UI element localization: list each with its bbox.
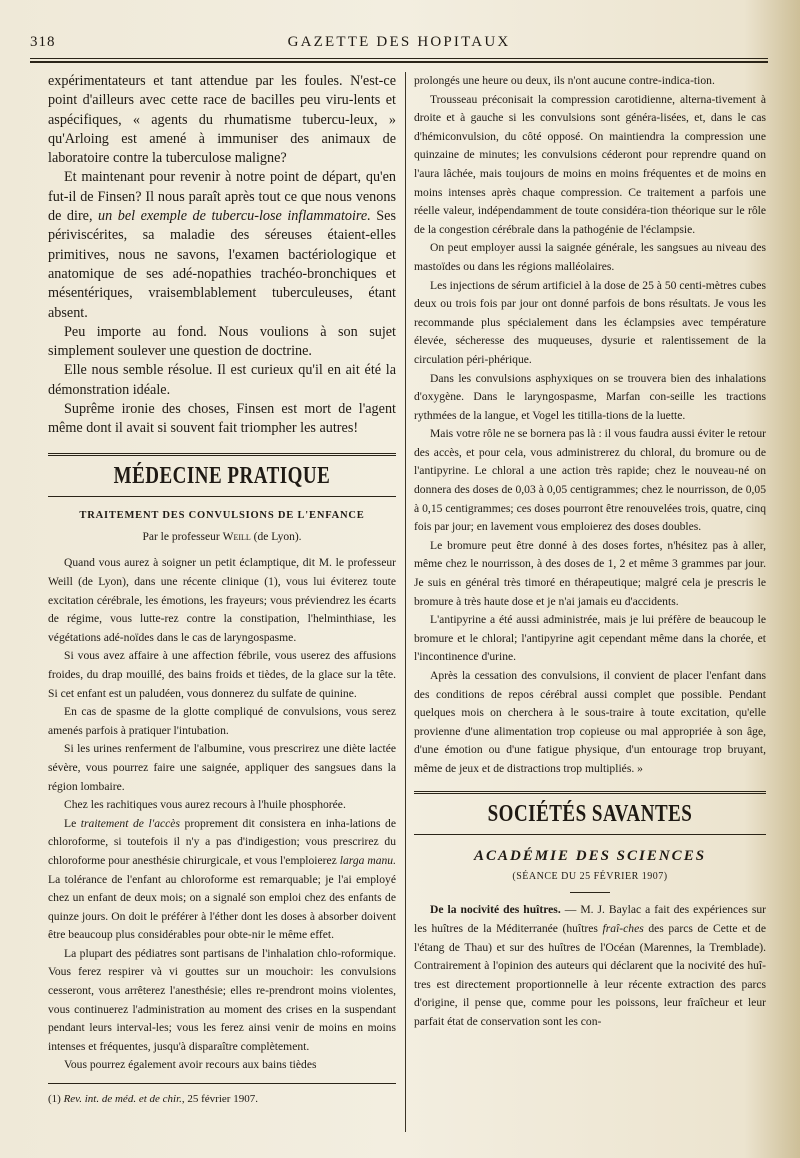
- academy-title: ACADÉMIE DES SCIENCES: [473, 848, 707, 865]
- paragraph: On peut employer aussi la saignée générale, les sangsues au niveau des mastoïdes ou dans les régions malléolaires.: [414, 241, 766, 273]
- section-rule: [48, 496, 396, 497]
- paragraph: Vous pourrez également avoir recours aux bains tièdes: [64, 1058, 317, 1072]
- byline: Par le professeur Weill (de Lyon).: [142, 530, 302, 543]
- paragraph: Et maintenant pour revenir à notre point de départ, qu'en fut-il de Finsen? Il nous paraît après tout ce que nous venons de dire, un bel exemple de tubercu-lose inflammatoire. Ses périviscérites, sa maladie des séreuses étaient-elles primitives, nous ne savons, l'examen bactériologique et anatomique de ses adé-nopathies trachéo-bronchiques et mésentériques, vraisemblablement tuberculeuses, étant absent.: [48, 169, 397, 321]
- paragraph: Peu importe au fond. Nous voulions à son sujet simplement soulever une question de doctrine.: [48, 323, 396, 360]
- section-rule: [48, 453, 396, 456]
- paragraph: prolongés une heure ou deux, ils n'ont aucune contre-indica-tion.: [414, 74, 715, 87]
- short-rule: [570, 892, 610, 893]
- paragraph: Suprême ironie des choses, Finsen est mort de l'agent même dont il avait si souvent fait triompher les autres!: [48, 401, 396, 437]
- left-column: [48, 72, 396, 1109]
- footnote: (1) Rev. int. de méd. et de chir., 25 février 1907.: [48, 1093, 258, 1106]
- section-rule: [414, 791, 766, 794]
- header-rule-thick: [30, 61, 768, 63]
- column-divider: [405, 72, 406, 1132]
- paragraph: Si vous avez affaire à une affection fébrile, vous userez des affusions froides, du drap mouillé, des bains froids et tièdes, de la glace sur la tête. Si cet enfant est un paludéen, vous donnerez du sulfate de quinine.: [48, 649, 396, 700]
- page-header: [30, 30, 768, 54]
- paragraph: Si les urines renferment de l'albumine, vous prescrirez une diète lactée sévère, vous pourrez faire une saignée, appliquer des sangsues dans la région lombaire.: [48, 742, 396, 793]
- article-title: TRAITEMENT DES CONVULSIONS DE L'ENFANCE: [79, 510, 365, 522]
- section-title: MÉDECINE PRATIQUE: [113, 462, 331, 490]
- paragraph: expérimentateurs et tant attendue par les foules. N'est-ce point d'ailleurs avec cette race de bacilles peu viru-lents et aspécifiques, « agents du rhumatisme tubercu-leux, » qu'Arloing est amené à immuniser des animaux de laboratoire contre la tuberculose maligne?: [48, 73, 396, 167]
- section-title: SOCIÉTÉS SAVANTES: [487, 800, 693, 827]
- right-column: [414, 72, 766, 1032]
- paragraph: Le bromure peut être donné à des doses fortes, n'hésitez pas à aller, même chez le nourrisson, à des doses de 1, 2 et même 3 grammes par jour. Je suis en général très timoré en thérapeutique; malgré cela je prescris le bromure à très haute dose et je n'ai jamais eu d'accidents.: [414, 538, 766, 608]
- paragraph: Dans les convulsions asphyxiques on se trouvera bien des inhalations d'oxygène. Dans le laryngospasme, Marfan con-seille les tractions rythmées de la langue, et Vogel les titilla-tions de la luette.: [414, 371, 766, 422]
- journal-title: GAZETTE DES HOPITAUX: [287, 34, 511, 50]
- session-date: (SÉANCE DU 25 FÉVRIER 1907): [512, 870, 668, 882]
- paragraph: L'antipyrine a été aussi administrée, mais je lui préfère de beaucoup le bromure et le chloral; l'antipyrine agit cependant même dans la chorée, et l'incontinence d'urine.: [414, 613, 766, 664]
- paragraph: Les injections de sérum artificiel à la dose de 25 à 50 centi-mètres cubes deux ou trois fois par jour ont donné parfois de bons résultats. Je vous les recommande plus spécialement dans les éclampsies avec température élevée, sécheresse des muqueuses, dysurie et ralentissement de la circulation péri-phérique.: [414, 278, 766, 366]
- paragraph: En cas de spasme de la glotte compliqué de convulsions, vous serez amenés parfois à pratiquer l'intubation.: [48, 705, 396, 737]
- footnote-rule: [48, 1083, 396, 1084]
- paragraph: Le traitement de l'accès proprement dit consistera en inha-lations de chloroforme, si toutefois il n'y a pas d'indigestion; vous prescrirez du chloroforme pour anesthésie chirurgicale, et vous l'emploierez larga manu. La tolérance de l'enfant au chloroforme est remarquable; je l'ai employé chez un enfant de deux mois; on a signalé son emploi chez des enfants de quinze jours. On doit le préférer à l'éther dont les doses à absorber doivent être beaucoup plus considérables pour obte-nir le même effet.: [48, 816, 396, 942]
- paragraph: Quand vous aurez à soigner un petit éclamptique, dit M. le professeur Weill (de Lyon), dans une récente clinique (1), vous lui éviterez toute excitation cérébrale, les émotions, les frayeurs; vous préviendrez les écarts de régime, vous lutte-rez contre la constipation, l'helminthiase, les végétations adé-noïdes dans le cas de laryngospasme.: [48, 556, 396, 644]
- paragraph: De la nocivité des huîtres. — M. J. Baylac a fait des expériences sur les huîtres de la Méditerranée (huîtres fraî-ches des parcs de Cette et de l'étang de Thau) et sur des huîtres de l'Océan (Marennes, la Tremblade). Contrairement à l'opinion des auteurs qui déclarent que la nocivité des huî-tres est directement proportionnelle à leur récente extraction des parcs d'origine, il pense que, comme pour les poissons, leur fraîcheur et leur parfait état de conservation sont les con-: [414, 903, 767, 1028]
- section-rule: [414, 834, 766, 835]
- paragraph: Elle nous semble résolue. Il est curieux qu'il en ait été la démonstration idéale.: [48, 362, 396, 398]
- paragraph: La plupart des pédiatres sont partisans de l'inhalation chlo-roformique. Vous ferez respirer và vi gouttes sur un mouchoir: les convulsions cesseront, vous arrêterez l'anesthésie; elles re-prendront moins violentes, vous continuerez l'administration au moment des crises en la suspendant pendant leurs interval-les; vous les ferez ainsi venir de moins en moins intenses et fréquentes, jusqu'à disparaître complètement.: [48, 946, 396, 1053]
- header-rule: [30, 58, 768, 59]
- paragraph: Après la cessation des convulsions, il convient de placer l'enfant dans des conditions de repos cérébral aussi complet que possible. Pendant quelques mois on cherchera à le sous-traire à toute excitation, qu'elle provienne d'une alimentation trop copieuse ou mal appropriée à son âge, d'une émotion ou d'une fatigue physique, d'un entourage trop bruyant, même de jeux et de distractions trop multipliés. »: [414, 669, 766, 775]
- paragraph: Trousseau préconisait la compression carotidienne, alterna-tivement à droite et à gauche si les convulsions sont généra-lisées, et, dans le cas d'hémiconvulsion, du côté opposé. On maintiendra la compression une quinzaine de minutes; les convulsions céderont pour reprendre quand on l'aura lâchée, mais toujours de moins en moins fréquentes et de moins en moins intenses après chaque compression. Ce traitement a parfois une réelle valeur, indépendamment de toute considéra-tion théorique sur le rôle de la congestion cérébrale dans la pathogénie de l'éclampsie.: [414, 92, 766, 236]
- page-number: 318: [30, 34, 56, 50]
- paragraph: Mais votre rôle ne se bornera pas là : il vous faudra aussi éviter le retour des accès, et pour cela, vous administrerez du chloral, du bromure ou de l'antipyrine. Le chloral a une action très rapide; chez le nouveau-né on donnera des doses de 0,03 à 0,05 centigrammes; chez le nourrisson, de 0,05 à 0,15 centigrammes; ces doses pourront être renouvelées trois, quatre, cinq fois par jour; en lavement vous emploierez des doses doubles.: [414, 427, 766, 534]
- paragraph: Chez les rachitiques vous aurez recours à l'huile phosphorée.: [64, 798, 346, 812]
- intro-section: [48, 72, 396, 439]
